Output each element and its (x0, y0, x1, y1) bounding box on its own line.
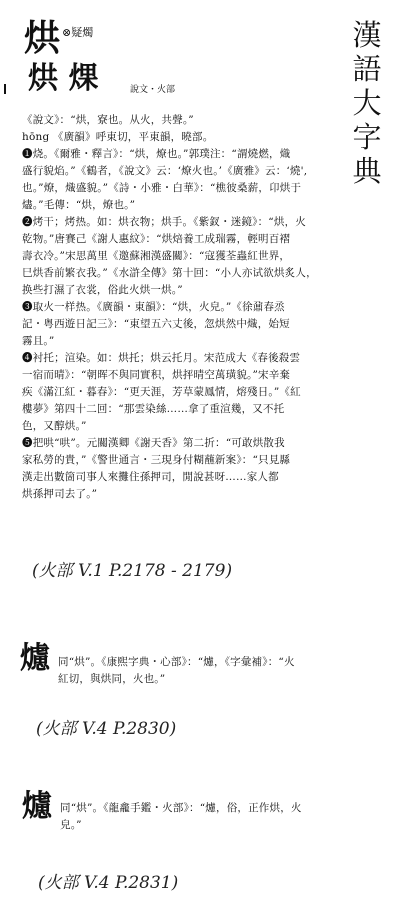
handwritten-reference-2: (火部 V.4 P.2830) (36, 719, 177, 739)
shuowen-line: 《說文》：“烘，寮也。从火，共聲。” (22, 114, 194, 126)
definition-line: 樓夢》第四十二回：“那雲染絲……拿了重渲幾，又不托 (22, 403, 285, 415)
entry-2-body (58, 654, 358, 688)
definition-line: ❹衬托；渲染。如：烘托；烘云托月。宋范成大《春後殺雲 (22, 352, 301, 364)
headword-sub-note: ⊗疑燭 (62, 26, 94, 39)
side-title-char-3: 大 (352, 86, 382, 120)
headword-variants: 烘 㷄 (28, 61, 99, 96)
entry-hong-body (22, 112, 358, 503)
definition-line: 燼。”毛傳：“烘，燎也。” (22, 199, 136, 211)
definition-line: ❷烤干；烤热。如：烘衣物；烘手。《紫釵・迷鏡》：“烘，火 (22, 216, 306, 228)
definition-line: ❸取火一样热。《廣韻・東韻》：“烘，火皃。”《徐鼐春烝 (22, 301, 285, 313)
entry-3-line: 皃。” (60, 819, 82, 831)
definition-line: ❶烧。《爾雅・釋言》：“烘，燎也。”郭璞注：“謂燒燃，熾 (22, 148, 291, 160)
side-title-char-1: 漢 (352, 18, 382, 52)
definition-line: 也。”燎，熾盛貌。”《詩・小雅・白華》：“樵彼桑薪，卬烘于 (22, 182, 302, 194)
headword-main: 烘 (24, 17, 61, 59)
handwritten-reference-1: (火部 V.1 P.2178 - 2179) (32, 561, 233, 581)
entry-3-headword: 爈 (22, 789, 52, 824)
definition-line: 記・粤西遊日記三》：“東望五六丈後，忽烘然中熾，始短 (22, 318, 290, 330)
definition-line: 疾《滿江紅・暮春》：“更天涯，芳草蒙鳳情，熔殘日。”《紅 (22, 386, 301, 398)
definition-line: 烘孫押司去了。” (22, 488, 98, 500)
definition-line: ❺把哄“哄”。元關漢卿《謝天香》第二折：“可敢烘散我 (22, 437, 285, 449)
source-note: 說文・火部 (130, 85, 176, 95)
side-title-char-5: 典 (352, 154, 382, 188)
definition-line: 霧且。” (22, 335, 55, 347)
definition-line: 漢走出數箇司事人來攤住孫押司，閒說甚呀……家人都 (22, 471, 279, 483)
entry-2-line: 紅切，與烘同，火也。” (58, 673, 166, 685)
definition-line: 盛行貌焰。”《鶴者，《說文》云：‘燎火也。’《廣雅》云：‘燒', (22, 165, 308, 177)
definition-line: 乾物。”唐賽己《謝人惠紋》：“烘焙養工成瑞霧，輕明百褶 (22, 233, 291, 245)
side-title-char-4: 字 (352, 120, 382, 154)
entry-2-line: 同“烘”。《康熙字典・心部》：“爈，《字彙補》：“火 (58, 656, 295, 668)
handwritten-reference-3: (火部 V.4 P.2831) (38, 873, 179, 893)
definition-line: 巳烘香前繁衣我。”《水滸全傳》第十回：“小人亦试欲烘炙人， (22, 267, 317, 279)
definition-line: 换些打濕了衣裳，俗此火烘一烘。” (22, 284, 183, 296)
definition-line: 一宿而晴》：“朝晖不與同實积，烘抨晴空萬璜貌。”宋辛棄 (22, 369, 291, 381)
entry-2-headword: 爈 (20, 641, 50, 676)
definition-line: 色，又醇烘。” (22, 420, 87, 432)
margin-mark (4, 84, 6, 94)
entry-3-line: 同“烘”。《龍龕手鑑・火部》：“爈，俗，正作烘，火 (60, 802, 302, 814)
side-title-char-2: 語 (352, 52, 382, 86)
definition-line: 家私勞的貴，”《警世通言・三現身付糊蘸新案》：“只見縣 (22, 454, 291, 466)
pronunciation-line: hōng 《廣韻》呼東切，平東韻，曉部。 (22, 131, 214, 143)
definition-line: 壽衣冷。”宋思萬里《邀蘇湘漢盛關》：“寇獲荃蟲紅世界， (22, 250, 291, 262)
entry-3-body (60, 800, 360, 834)
